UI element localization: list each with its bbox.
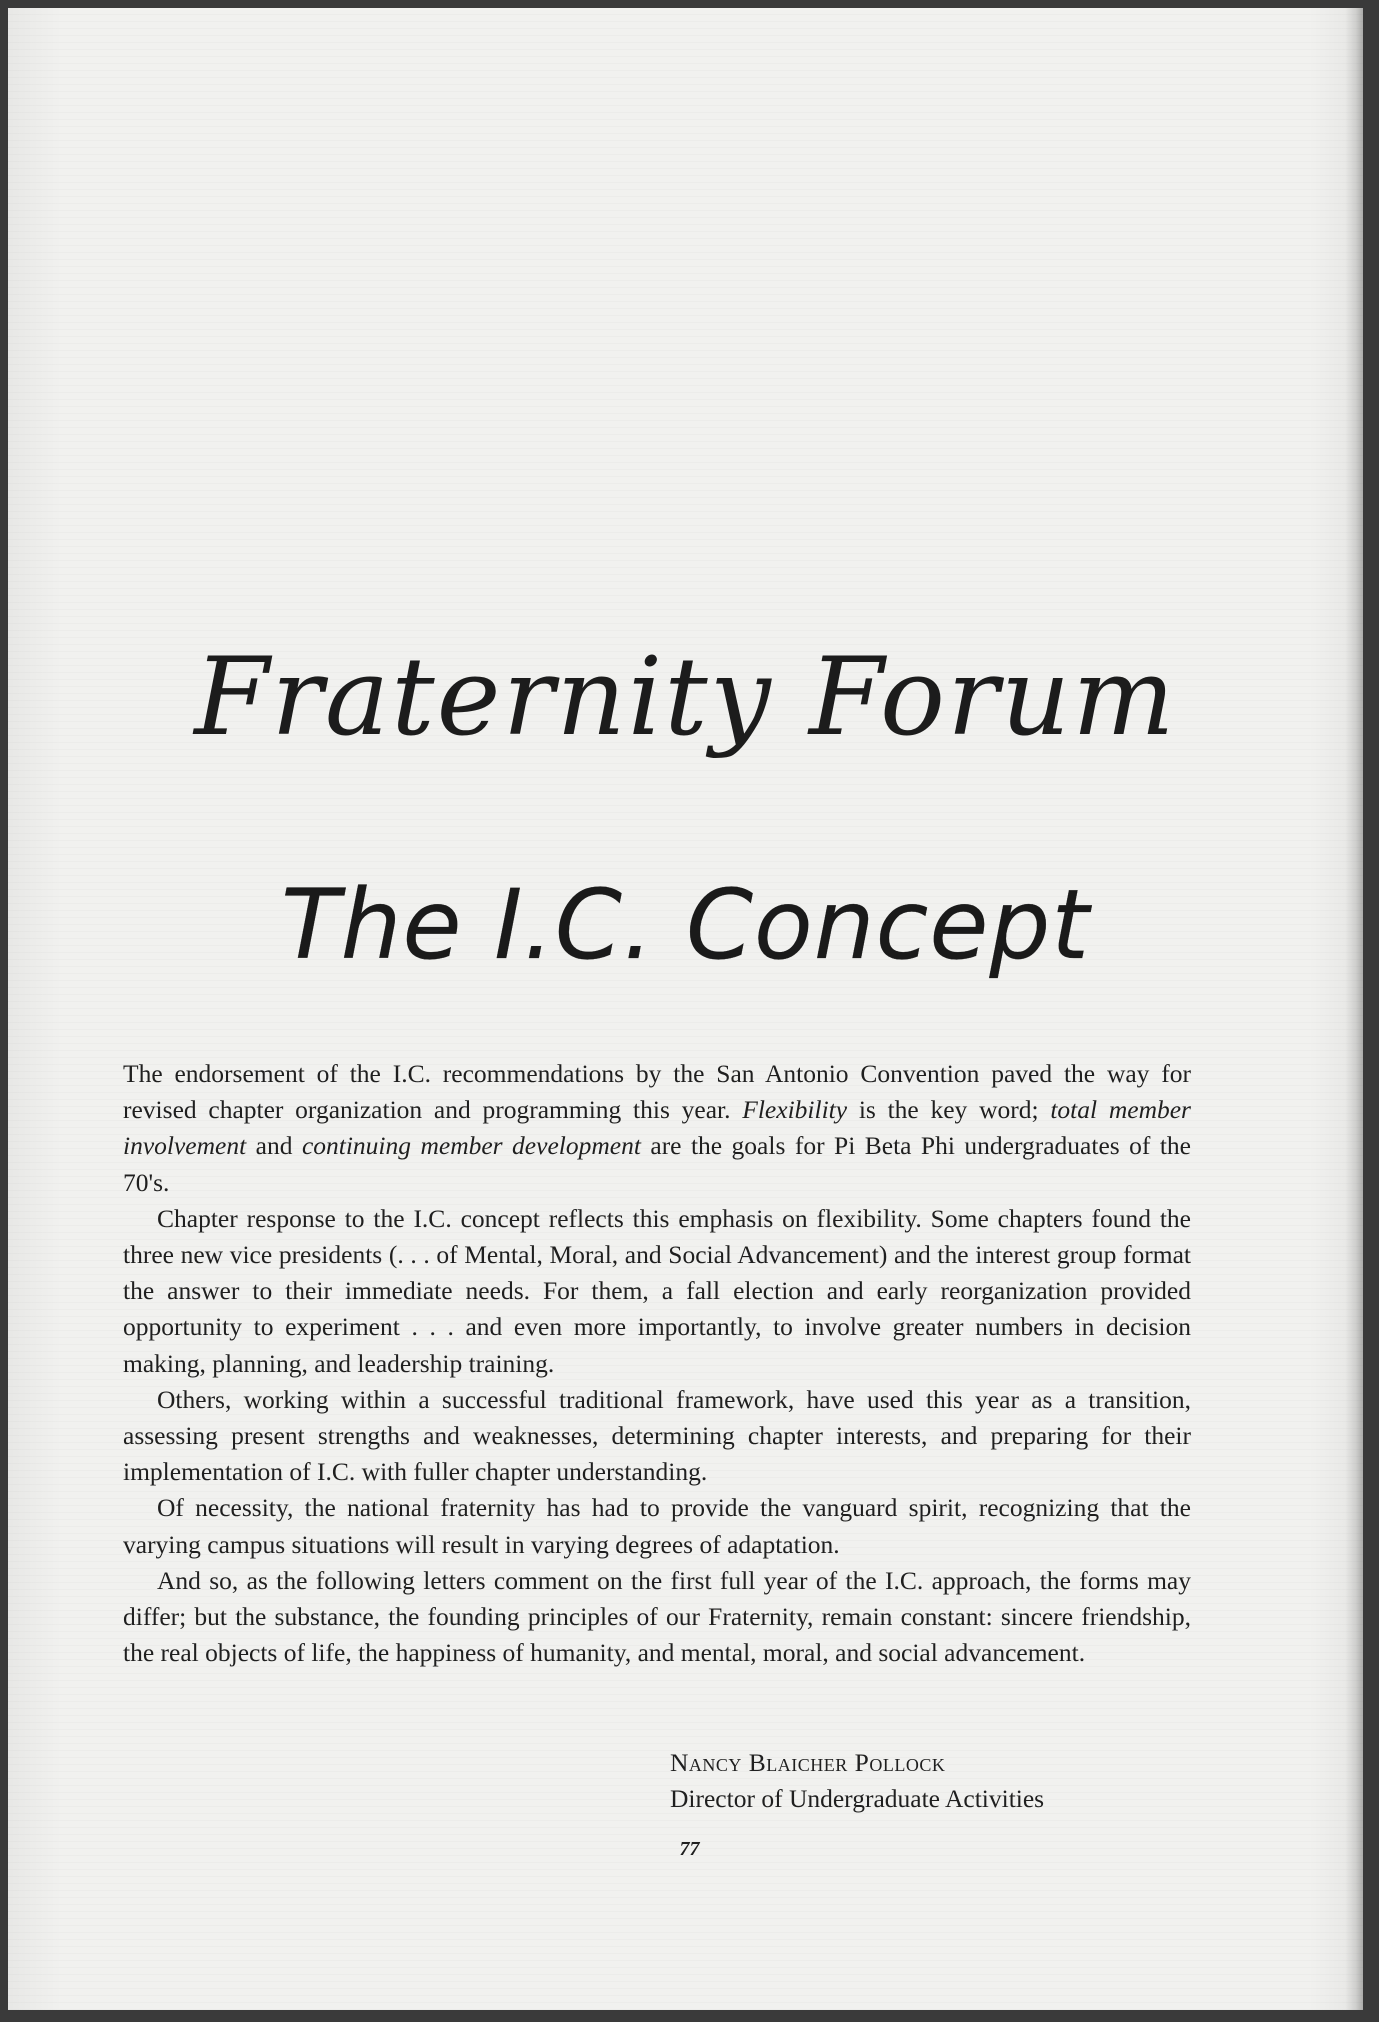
paragraph-text: Of necessity, the national fraternity has had to provide the vanguard spirit, recognizing that the varying campus situations will result in varying degrees of adaptation. <box>123 1493 1191 1559</box>
article-title: The I.C. Concept <box>281 869 1090 981</box>
paragraph-3 <box>123 1382 1191 1491</box>
signature-block <box>670 1745 1044 1817</box>
paragraph-text: is the key word; <box>847 1095 1051 1125</box>
paragraph-text: And so, as the following letters comment on the first full year of the I.C. approach, the forms may differ; but the substance, the founding principles of our Fraternity, remain constant: sincere friendship, the real objects of life, the happiness of humanity, and mental, moral, and social advancement. <box>123 1565 1191 1668</box>
paragraph-2 <box>123 1201 1191 1382</box>
page-edge-shadow <box>1345 8 1363 2010</box>
paragraph-text: The endorsement of the I.C. recommendations by the San Antonio Convention paved the way for revised chapter organization and programming this year. <box>123 1059 1191 1125</box>
paragraph-1 <box>123 1056 1191 1201</box>
paragraph-5 <box>123 1563 1191 1672</box>
author-name: Nancy Blaicher Pollock <box>670 1748 946 1777</box>
emphasis-text: Flexibility <box>742 1095 848 1125</box>
paragraph-text: Chapter response to the I.C. concept reflects this emphasis on flexibility. Some chapters found the three new vice presidents (. . . of Mental, Moral, and Social Advancement) and the interest group format the answer to their immediate needs. For them, a fall election and early reorganization provided opportunity to experiment . . . and even more importantly, to involve greater numbers in decision making, planning, and leadership training. <box>123 1203 1191 1378</box>
paragraph-text: and <box>246 1131 302 1161</box>
author-role: Director of Undergraduate Activities <box>670 1784 1045 1813</box>
emphasis-text: total member involvement <box>123 1095 1191 1161</box>
paragraph-text: are the goals for Pi Beta Phi undergraduates of the 70's. <box>123 1131 1191 1197</box>
document-page <box>8 8 1363 2010</box>
section-script-title: Fraternity Forum <box>194 635 1177 760</box>
emphasis-text: continuing member development <box>301 1131 641 1161</box>
page-number: 77 <box>679 1838 700 1860</box>
article-body <box>123 1056 1191 1671</box>
paragraph-4 <box>123 1490 1191 1562</box>
paragraph-text: Others, working within a successful traditional framework, have used this year as a transition, assessing present strengths and weaknesses, determining chapter interests, and preparing for their implementation of I.C. with fuller chapter understanding. <box>123 1384 1191 1487</box>
